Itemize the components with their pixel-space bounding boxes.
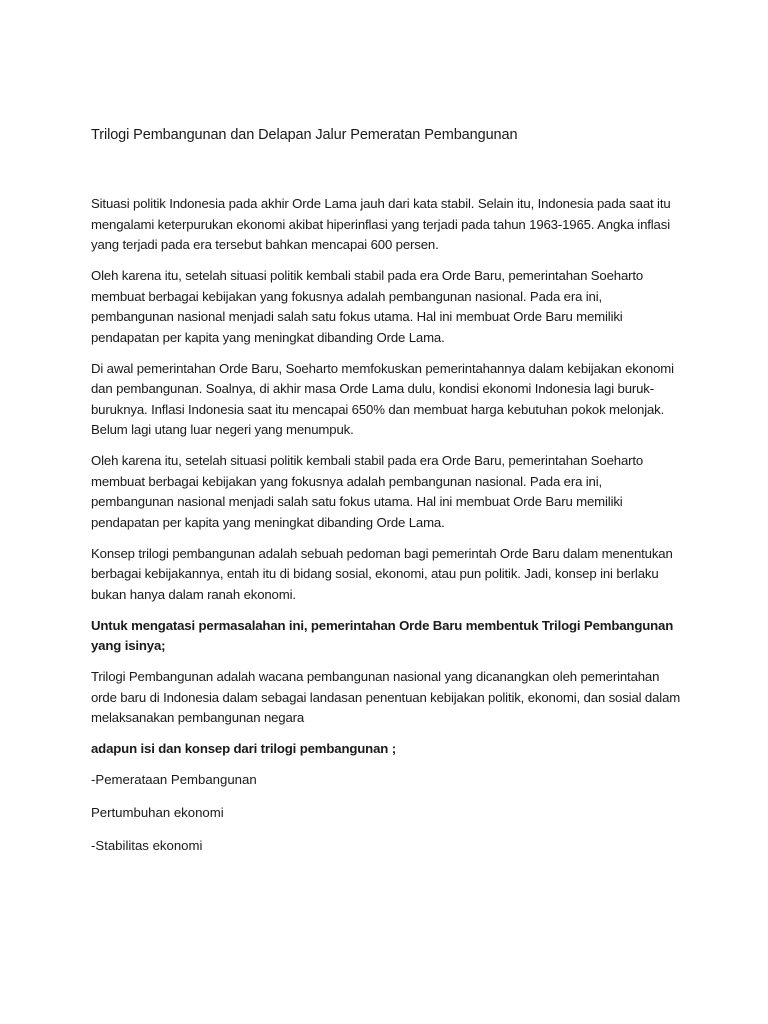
- list-item: -Pemerataan Pembangunan: [91, 772, 257, 787]
- paragraph-4: Oleh karena itu, setelah situasi politik kembali stabil pada era Orde Baru, pemerintahan Soeharto membuat berbagai kebijakan yang fokusnya adalah pembangunan nasional. Pada era ini, pembangunan nasional menjadi salah satu fokus utama. Hal ini membuat Orde Baru memiliki pendapatan per kapita yang meningkat dibanding Orde Lama.: [91, 453, 644, 530]
- document-body: [91, 125, 685, 869]
- list-item: -Stabilitas ekonomi: [91, 838, 203, 853]
- paragraph-3: Di awal pemerintahan Orde Baru, Soeharto memfokuskan pemerintahannya dalam kebijakan ekonomi dan pembangunan. Soalnya, di akhir masa Orde Lama dulu, kondisi ekonomi Indonesia lagi buruk-buruknya. Inflasi Indonesia saat itu mencapai 650% dan membuat harga kebutuhan pokok melonjak. Belum lagi utang luar negeri yang menumpuk.: [91, 360, 674, 437]
- paragraph-5: Konsep trilogi pembangunan adalah sebuah pedoman bagi pemerintah Orde Baru dalam menentukan berbagai kebijakannya, entah itu di bidang sosial, ekonomi, atau pun politik. Jadi, konsep ini berlaku bukan hanya dalam ranah ekonomi.: [91, 545, 673, 602]
- list-item: Pertumbuhan ekonomi: [91, 805, 224, 820]
- bold-intro-paragraph: Untuk mengatasi permasalahan ini, pemerintahan Orde Baru membentuk Trilogi Pembangunan yang isinya;: [91, 617, 674, 653]
- document-title: Trilogi Pembangunan dan Delapan Jalur Pemeratan Pembangunan: [91, 127, 518, 143]
- definition-paragraph: Trilogi Pembangunan adalah wacana pembangunan nasional yang dicanangkan oleh pemerintahan orde baru di Indonesia dalam sebagai landasan penentuan kebijakan politik, ekonomi, dan sosial dalam melaksanakan pembangunan negara: [91, 669, 681, 725]
- list-heading: adapun isi dan konsep dari trilogi pembangunan ;: [91, 741, 396, 756]
- paragraph-1: Situasi politik Indonesia pada akhir Orde Lama jauh dari kata stabil. Selain itu, Indonesia pada saat itu mengalami keterpurukan ekonomi akibat hiperinflasi yang terjadi pada tahun 1963-1965. Angka inflasi yang terjadi pada era tersebut bahkan mencapai 600 persen.: [91, 196, 671, 252]
- paragraph-2: Oleh karena itu, setelah situasi politik kembali stabil pada era Orde Baru, pemerintahan Soeharto membuat berbagai kebijakan yang fokusnya adalah pembangunan nasional. Pada era ini, pembangunan nasional menjadi salah satu fokus utama. Hal ini membuat Orde Baru memiliki pendapatan per kapita yang meningkat dibanding Orde Lama.: [91, 268, 644, 345]
